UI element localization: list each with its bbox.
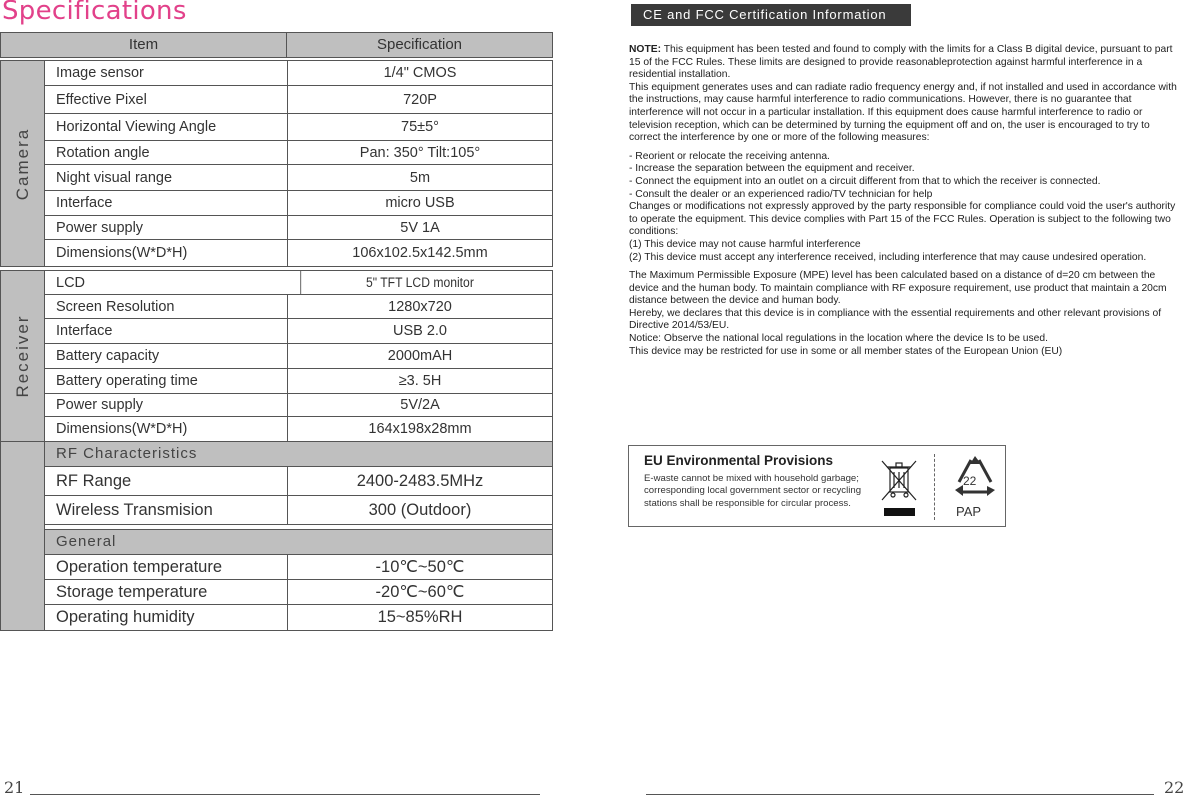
recycle-label: PAP [956, 504, 982, 519]
table-row: LCD 5" TFT LCD monitor [45, 271, 552, 295]
table-row: Rotation angle Pan: 350° Tilt:105° [45, 141, 552, 165]
eu-divider [934, 454, 935, 520]
receiver-block [0, 270, 553, 442]
spec-header-row [0, 32, 553, 58]
recycle-number: 22 [963, 474, 977, 488]
table-row: Battery operating time ≥3. 5H [45, 369, 552, 394]
receiver-side-label: Receiver [1, 271, 45, 441]
footer-line-right [646, 794, 1154, 795]
table-row: Interface USB 2.0 [45, 319, 552, 344]
bin-underbar [884, 508, 915, 516]
table-row: Horizontal Viewing Angle 75±5° [45, 114, 552, 141]
camera-block [0, 60, 553, 267]
certification-text: NOTE: This equipment has been tested and found to comply with the limits for a Class B digital device, pursuant to part 15 of the FCC Rules. These limits are designed to provide reasonableprotection against harmful interference in a residential installation. This equipment generates uses and can radiate radio frequency energy and, if not installed and used in accordance with the instructions, may cause harmful interference to radio communications. However, there is no guarantee that interference will not occur in a particular installation. If this equipment does cause harmful interference to radio or television reception, which can be determined by turning the equipment off and on, the user is encouraged to try to correct the interference by one or more of the following measures: - Reorient or relocate the receiving antenna. - Increase the separation between the equipment and receiver. - Connect the equipment into an outlet on a circuit different from that to which the receiver is connected. - Consult the dealer or an experienced radio/TV technician for help Changes or modifications not expressly approved by the party responsible for compliance could void the user's authority to operate the equipment. This device complies with Part 15 of the FCC Rules. Operation is subject to the following two conditions: (1) This device may not cause harmful interference (2) This device must accept any interference received, including interference that may cause undesired operation. The Maximum Permissible Exposure (MPE) level has been calculated based on a distance of d=20 cm between the device and the human body. To maintain compliance with RF exposure requirement, use product that maintain a 20cm distance between the device and human body. Hereby, we declares that this device is in compliance with the essential requirements and other relevant provisions of Directive 2014/53/EU. Notice: Observe the national local regulations in the location where the device Is to be used. This device may be restricted for use in some or all member states of the European Union (EU) [629, 44, 1177, 357]
table-row: Night visual range 5m [45, 165, 552, 191]
eu-description: E-waste cannot be mixed with household garbage; corresponding local government sector or recycling stations shall be responsible for circular process. [644, 473, 862, 509]
page-title: Specifications [2, 0, 187, 26]
page-number-right: 22 [1164, 778, 1184, 797]
table-row: Effective Pixel 720P [45, 86, 552, 114]
table-row: Interface micro USB [45, 191, 552, 216]
rf-section-header: RF Characteristics [45, 442, 552, 467]
header-item: Item [1, 33, 287, 57]
certification-badge: CE and FCC Certification Information [631, 4, 911, 26]
table-row: RF Range 2400-2483.5MHz [45, 467, 552, 496]
table-row: Operating humidity 15~85%RH [45, 605, 552, 630]
table-row: Operation temperature -10℃~50℃ [45, 555, 552, 580]
page-number-left: 21 [4, 778, 25, 797]
spec-table [0, 32, 553, 631]
table-row: Image sensor 1/4" CMOS [45, 61, 552, 86]
crossed-bin-icon [879, 458, 919, 504]
table-row: Wireless Transmision 300 (Outdoor) [45, 496, 552, 525]
eu-environmental-box [628, 445, 1006, 527]
table-row: Dimensions(W*D*H) 164x198x28mm [45, 417, 552, 441]
table-row: Battery capacity 2000mAH [45, 344, 552, 369]
table-row: Storage temperature -20℃~60℃ [45, 580, 552, 605]
table-row: Dimensions(W*D*H) 106x102.5x142.5mm [45, 240, 552, 266]
table-row: Screen Resolution 1280x720 [45, 295, 552, 319]
general-section-header: General [45, 530, 552, 555]
header-spec: Specification [376, 36, 463, 53]
table-row: Power supply 5V 1A [45, 216, 552, 240]
eu-title: EU Environmental Provisions [644, 453, 834, 468]
footer-line-left [30, 794, 540, 795]
camera-side-label: Camera [1, 61, 45, 266]
rf-general-block [0, 442, 553, 631]
rf-general-side [1, 442, 45, 630]
table-row: Power supply 5V/2A [45, 394, 552, 417]
